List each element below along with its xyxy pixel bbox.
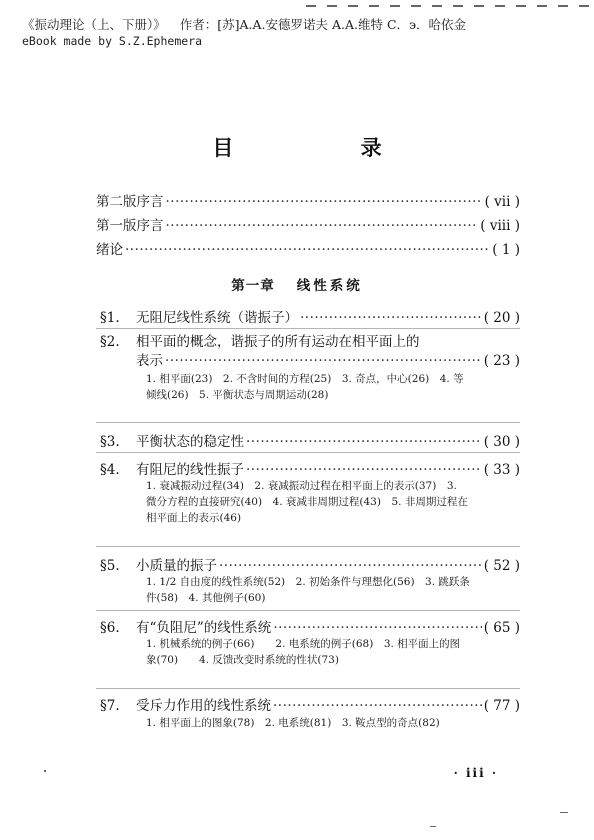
subsection-list: 1. 机械系统的例子(66) 2. 电系统的例子(68) 3. 相平面上的图象(70) 4. 反馈改变时系统的性状(73) — [146, 638, 461, 667]
section-divider — [96, 328, 520, 329]
section-divider — [96, 422, 520, 423]
section-heading — [100, 458, 244, 478]
section-page: ( 77 ) — [483, 698, 520, 714]
leader-dots — [273, 698, 482, 714]
leader-dots — [273, 620, 481, 636]
toc-section-4 — [100, 458, 520, 478]
section-title: 无阻尼线性系统（谐振子） — [136, 310, 298, 326]
section-title: 平衡状态的稳定性 — [136, 434, 244, 450]
chapter-name: 线性系统 — [296, 278, 363, 294]
toc-section-3 — [100, 430, 520, 450]
leader-dots — [219, 558, 482, 574]
author-label: 作者： — [179, 17, 218, 32]
section-title: 有阻尼的线性振子 — [136, 462, 244, 478]
section-page: ( 33 ) — [483, 462, 520, 478]
toc-entry-introduction — [96, 238, 520, 258]
section-heading — [100, 430, 244, 450]
toc-entry-label: 第二版序言 — [96, 194, 164, 210]
section-page: ( 52 ) — [483, 558, 520, 574]
toc-section-2-cont — [136, 349, 520, 369]
section-page: ( 30 ) — [483, 434, 520, 450]
toc-entry-page: ( viii ) — [480, 218, 520, 234]
leader-dots — [246, 462, 482, 478]
section-page: ( 20 ) — [483, 310, 520, 326]
toc-section-2 — [100, 330, 420, 350]
subsection-list: 1. 1/2 自由度的线性系统(52) 2. 初始条件与理想化(56) 3. 跳跃条件(58) 4. 其他例子(60) — [146, 576, 470, 605]
section-heading — [100, 694, 271, 714]
section-divider — [96, 688, 520, 689]
page-folio: · iii · — [453, 766, 498, 780]
book-title: 《振动理论（上、下册）》 — [22, 17, 166, 32]
section-title-continued: 表示 — [136, 353, 163, 369]
section-title: 受斥力作用的线性系统 — [136, 698, 271, 714]
section-divider — [96, 452, 520, 453]
ebook-credit: eBook made by S.Z.Ephemera — [22, 34, 203, 48]
toc-entry-page: ( vii ) — [484, 194, 520, 210]
toc-title: 目 录 — [212, 135, 442, 160]
top-dashed-rule — [306, 0, 594, 12]
section-title: 相平面的概念，谐振子的所有运动在相平面上的 — [136, 334, 420, 350]
toc-entry-label: 第一版序言 — [96, 218, 164, 234]
subsection-list: 1. 相平面(23) 2. 不含时间的方程(25) 3. 奇点，中心(26) 4. 等倾线(26) 5. 平衡状态与周期运动(28) — [146, 373, 464, 402]
leader-dots — [165, 353, 482, 369]
leader-dots — [300, 310, 482, 326]
toc-section-5 — [100, 554, 520, 574]
authors: [苏]A.A.安德罗诺夫 A.A.维特 C．э．哈依金 — [217, 17, 467, 32]
scan-speck — [560, 812, 568, 813]
section-divider — [96, 546, 520, 547]
section-page: ( 65 ) — [483, 620, 520, 636]
section-number: §5. — [100, 558, 120, 574]
scan-speck — [44, 770, 46, 772]
toc-section-6 — [100, 616, 520, 636]
section-number: §4. — [100, 462, 120, 478]
toc-entry-preface-2nd — [96, 190, 520, 210]
section-heading — [100, 306, 298, 326]
section-title: 有“负阻尼”的线性系统 — [136, 620, 272, 636]
book-info-line — [22, 16, 466, 33]
section-number: §6. — [100, 620, 120, 636]
toc-section-7 — [100, 694, 520, 714]
section-heading — [100, 616, 271, 636]
section-number: §3. — [100, 434, 120, 450]
ebook-metadata — [22, 16, 466, 50]
subsection-list: 1. 相平面上的图象(78) 2. 电系统(81) 3. 鞍点型的奇点(82) — [146, 717, 440, 729]
subsection-list: 1. 衰减振动过程(34) 2. 衰减振动过程在相平面上的表示(37) 3. 微分方程的直接研究(40) 4. 衰减非周期过程(43) 5. 非周期过程在相平面上的表示(46) — [146, 480, 468, 525]
section-page: ( 23 ) — [483, 353, 520, 369]
toc-entry-label: 绪论 — [96, 242, 123, 258]
toc-entry-page: ( 1 ) — [492, 242, 520, 258]
leader-dots — [246, 434, 482, 450]
section-divider — [96, 610, 520, 611]
chapter-heading — [0, 274, 594, 294]
section-number: §1. — [100, 310, 120, 326]
section-number: §7. — [100, 698, 120, 714]
leader-dots — [125, 242, 490, 258]
toc-section-1 — [100, 306, 520, 326]
scan-speck — [430, 826, 436, 827]
section-title: 小质量的振子 — [136, 558, 217, 574]
section-heading — [100, 554, 217, 574]
leader-dots — [166, 218, 479, 234]
section-number: §2. — [100, 334, 120, 350]
leader-dots — [166, 194, 483, 210]
toc-entry-preface-1st — [96, 214, 520, 234]
chapter-number: 第一章 — [231, 278, 275, 294]
